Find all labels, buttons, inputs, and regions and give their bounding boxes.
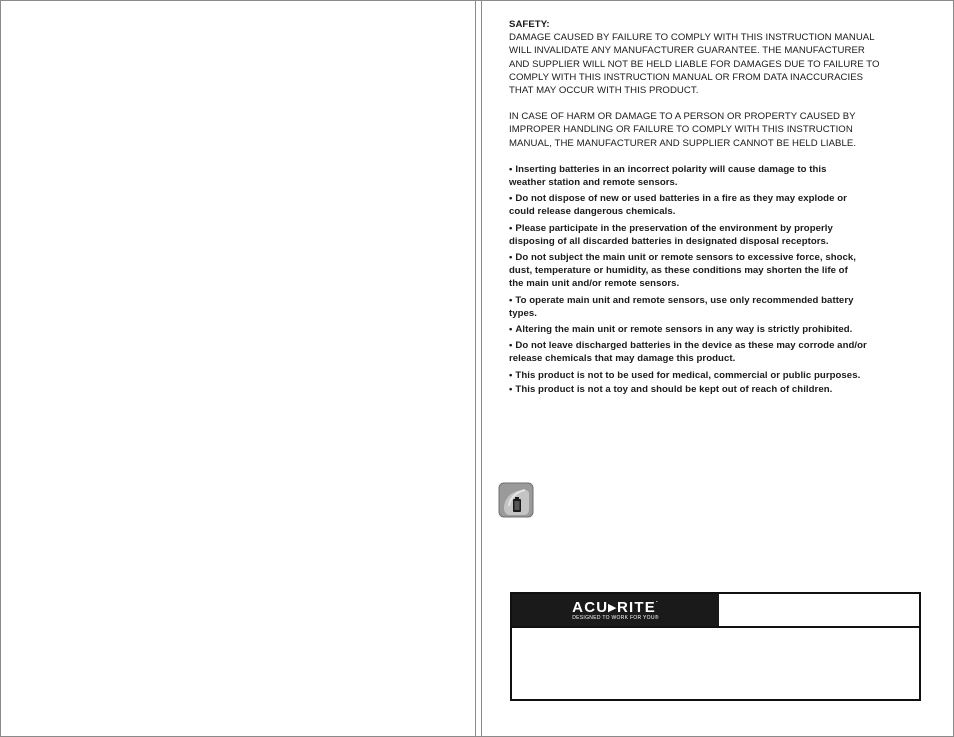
safety-heading: SAFETY:: [509, 19, 550, 30]
bullet-glyph: •: [509, 294, 513, 306]
paragraph-line: IMPROPER HANDLING OR FAILURE TO COMPLY WITH THIS INSTRUCTION: [509, 124, 853, 136]
bullet-line: Do not dispose of new or used batteries in a fire as they may explode or: [515, 193, 847, 205]
bullet-glyph: •: [509, 369, 513, 381]
bullet-line: Inserting batteries in an incorrect polarity will cause damage to this: [515, 163, 827, 175]
bullet-item: [509, 323, 914, 336]
brand-divider: [512, 626, 919, 628]
brand-logo: [512, 594, 719, 626]
bullet-item: [509, 163, 914, 189]
liability-paragraph: [509, 31, 914, 97]
bullet-line: Do not leave discharged batteries in the device as these may corrode and/or: [515, 340, 867, 352]
safety-section: [509, 18, 914, 399]
bullet-glyph: •: [509, 340, 513, 352]
brand-box: [510, 592, 921, 701]
bullet-item: [509, 192, 914, 218]
paragraph-line: IN CASE OF HARM OR DAMAGE TO A PERSON OR PROPERTY CAUSED BY: [509, 111, 856, 123]
bullet-line: the main unit and/or remote sensors.: [509, 278, 680, 290]
bullet-line: dust, temperature or humidity, as these conditions may shorten the life of: [509, 265, 848, 277]
bullet-line: Altering the main unit or remote sensors in any way is strictly prohibited.: [515, 324, 853, 336]
battery-recycle-icon: [498, 482, 534, 518]
bullet-glyph: •: [509, 383, 513, 395]
paragraph-line: WILL INVALIDATE ANY MANUFACTURER GUARANTEE. THE MANUFACTURER: [509, 45, 865, 57]
brand-trademark: .: [655, 598, 659, 604]
bullet-line: disposing of all discarded batteries in designated disposal receptors.: [509, 235, 829, 247]
bullet-line: types.: [509, 307, 538, 319]
bullet-line: This product is not a toy and should be kept out of reach of children.: [515, 383, 833, 395]
paragraph-line: THAT MAY OCCUR WITH THIS PRODUCT.: [509, 85, 699, 97]
bullet-glyph: •: [509, 193, 513, 205]
bullet-item: [509, 339, 914, 365]
bullet-line: release chemicals that may damage this product.: [509, 353, 736, 365]
bullet-item: [509, 294, 914, 320]
paragraph-line: MANUAL, THE MANUFACTURER AND SUPPLIER CANNOT BE HELD LIABLE.: [509, 137, 857, 149]
bullet-line: weather station and remote sensors.: [509, 177, 678, 189]
fold-line: [475, 0, 476, 737]
bullet-glyph: •: [509, 163, 513, 175]
bullet-line: To operate main unit and remote sensors, use only recommended battery: [515, 294, 854, 306]
bullet-item: [509, 251, 914, 291]
bullet-item: [509, 383, 914, 396]
bullet-line: Please participate in the preservation of the environment by properly: [515, 222, 833, 234]
bullet-line: This product is not to be used for medical, commercial or public purposes.: [515, 369, 861, 381]
bullet-glyph: •: [509, 324, 513, 336]
bullet-glyph: •: [509, 222, 513, 234]
bullet-item: [509, 369, 914, 382]
paragraph-line: AND SUPPLIER WILL NOT BE HELD LIABLE FOR DAMAGES DUE TO FAILURE TO: [509, 58, 880, 70]
fold-line: [481, 0, 482, 737]
harm-paragraph: [509, 110, 914, 150]
paragraph-line: COMPLY WITH THIS INSTRUCTION MANUAL OR FROM DATA INACCURACIES: [509, 71, 864, 83]
bullet-line: could release dangerous chemicals.: [509, 206, 676, 218]
bullet-line: Do not subject the main unit or remote sensors to excessive force, shock,: [515, 252, 857, 264]
bullet-item: [509, 222, 914, 248]
bullet-glyph: •: [509, 252, 513, 264]
brand-tagline: DESIGNED TO WORK FOR YOU®: [572, 615, 659, 621]
paragraph-line: DAMAGE CAUSED BY FAILURE TO COMPLY WITH THIS INSTRUCTION MANUAL: [509, 32, 875, 44]
safety-bullet-list: [509, 163, 914, 396]
brand-name: ACU▸RITE: [572, 599, 656, 616]
